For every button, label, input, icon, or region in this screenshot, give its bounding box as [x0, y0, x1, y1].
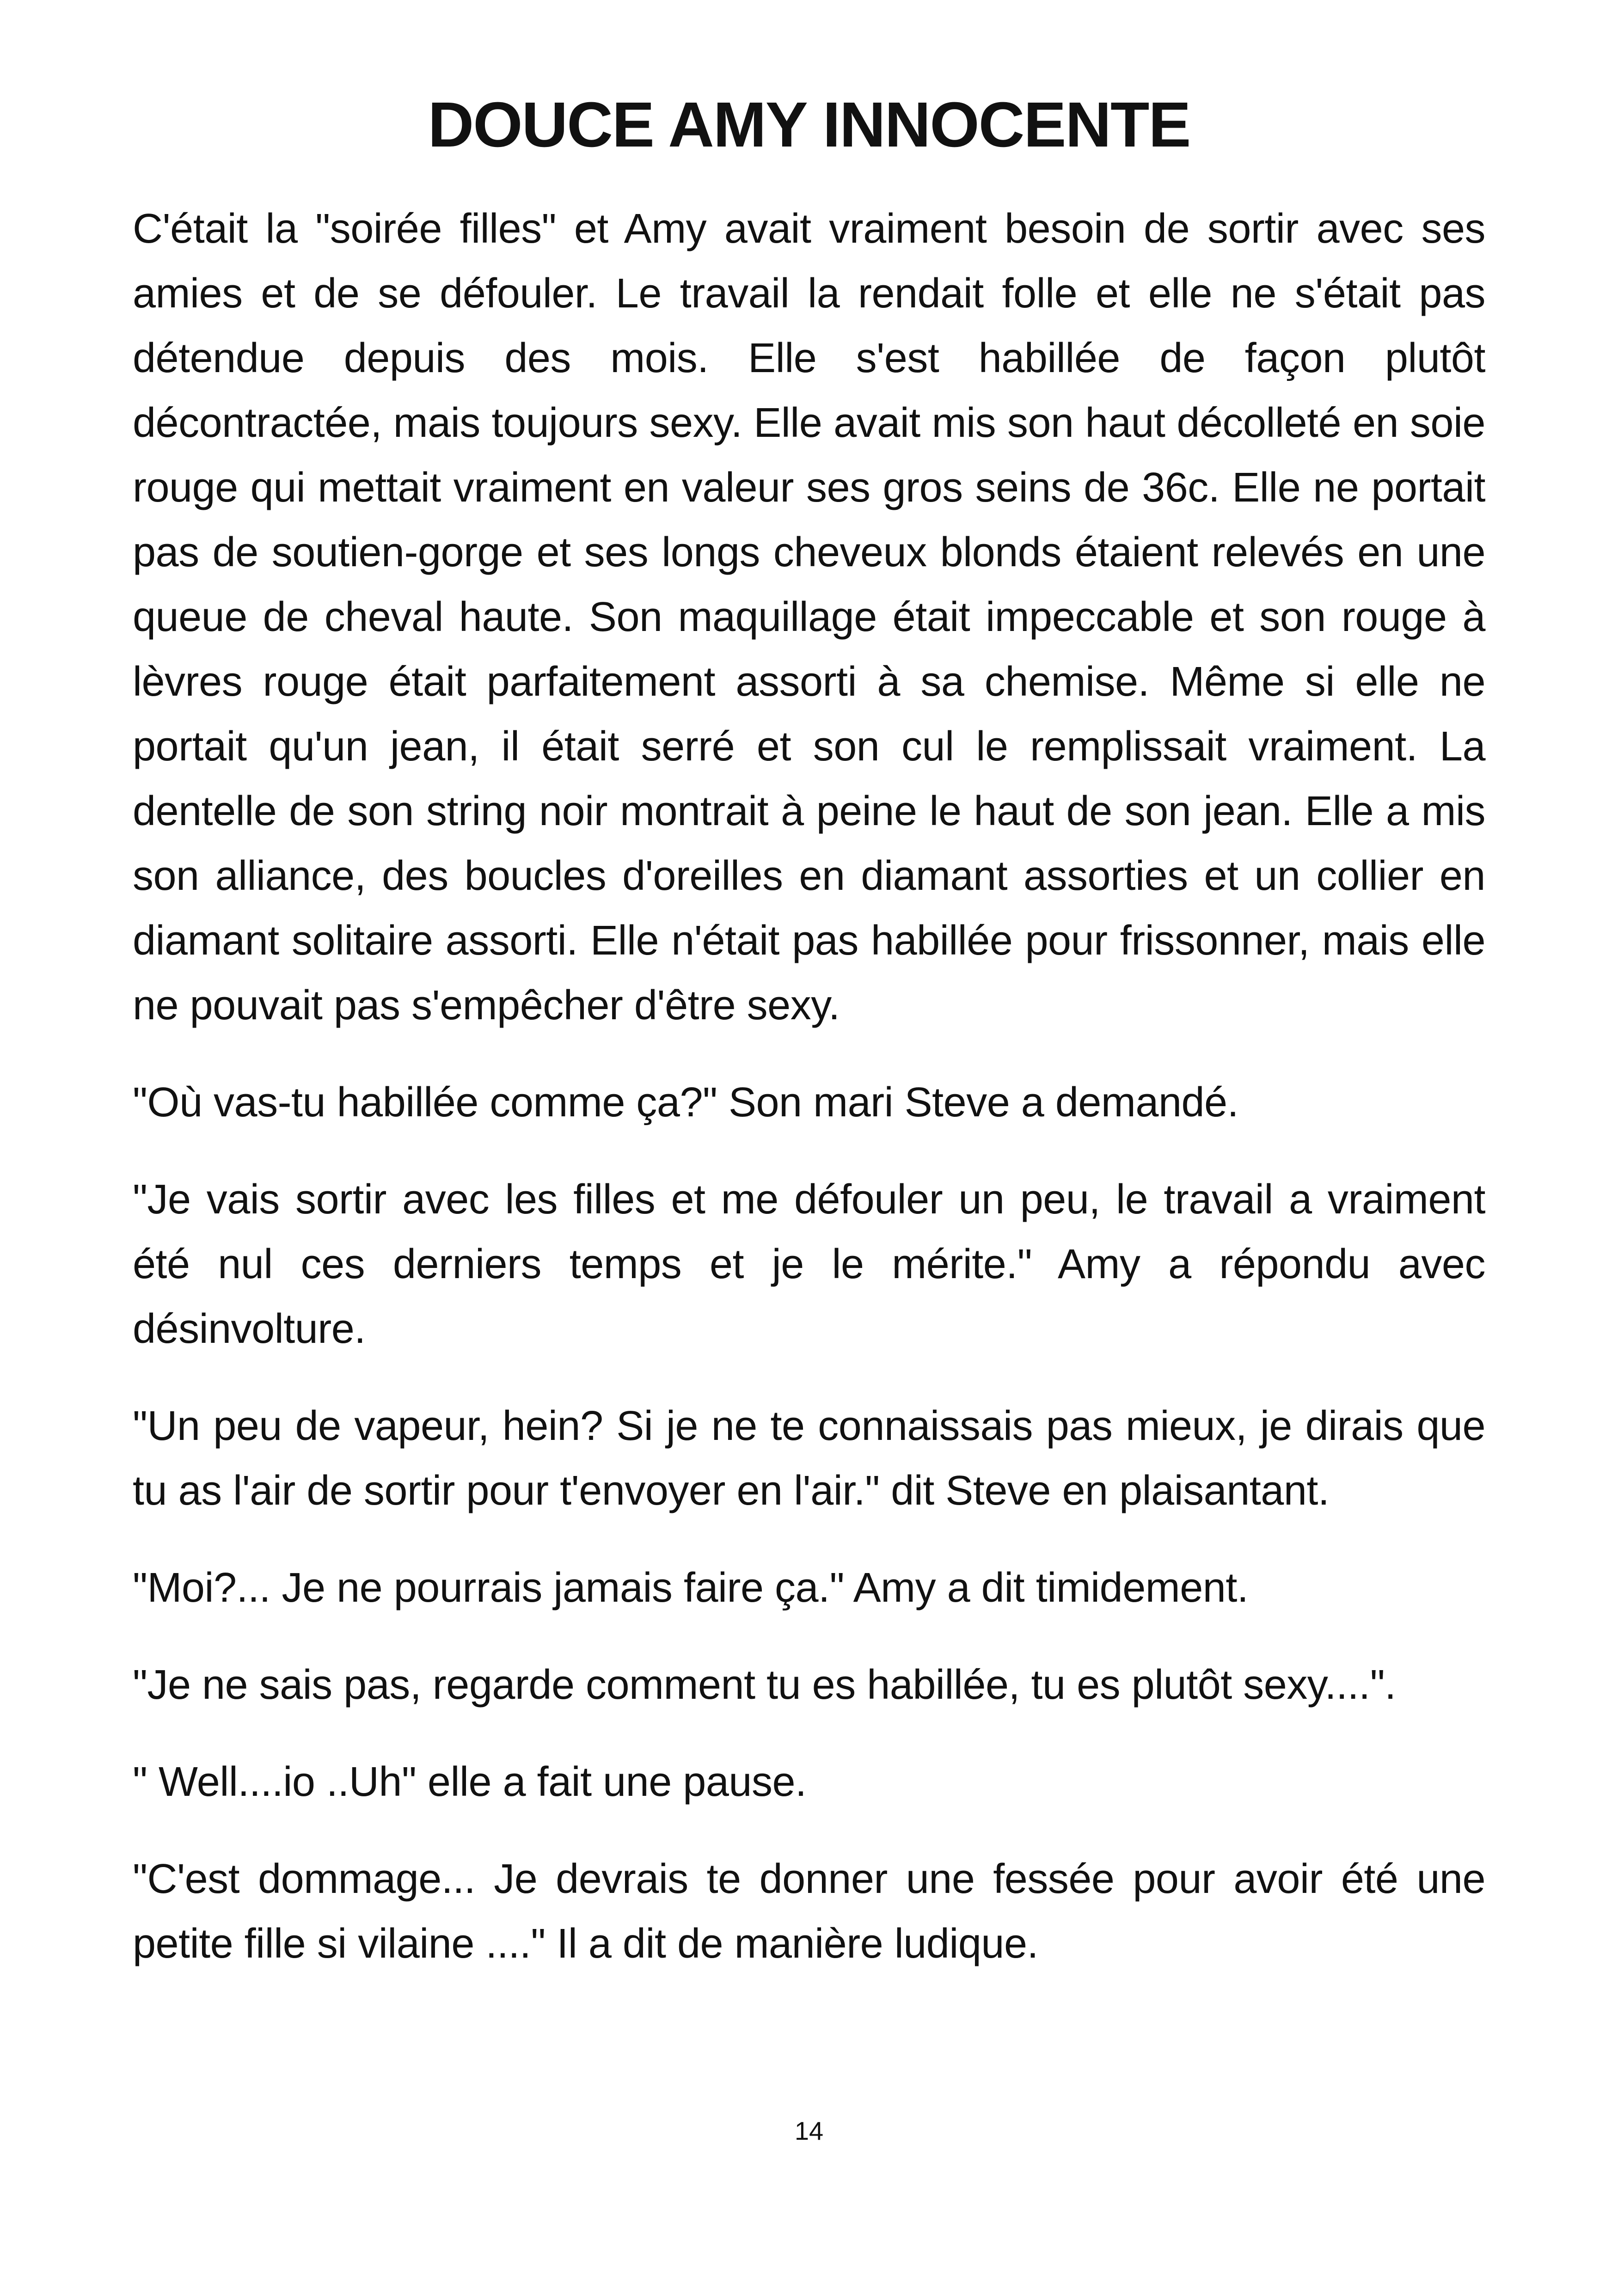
- body-text: [133, 196, 1485, 2008]
- paragraph-8: "C'est dommage... Je devrais te donner une fessée pour avoir été une petite fille si vilaine ...." Il a dit de manière ludique.: [133, 1856, 1485, 1967]
- paragraph-1: C'était la "soirée filles" et Amy avait vraiment besoin de sortir avec ses amies et de se défouler. Le travail la rendait folle et elle ne s'était pas détendue depuis des mois. Elle s'est habillée de façon plutôt décontractée, mais toujours sexy. Elle avait mis son haut décolleté en soie rouge qui mettait vraiment en valeur ses gros seins de 36c. Elle ne portait pas de soutien-gorge et ses longs cheveux blonds étaient relevés en une queue de cheval haute. Son maquillage était impeccable et son rouge à lèvres rouge était parfaitement assorti à sa chemise. Même si elle ne portait qu'un jean, il était serré et son cul le remplissait vraiment. La dentelle de son string noir montrait à peine le haut de son jean. Elle a mis son alliance, des boucles d'oreilles en diamant assorties et un collier en diamant solitaire assorti. Elle n'était pas habillée pour frissonner, mais elle ne pouvait pas s'empêcher d'être sexy.: [133, 206, 1485, 1029]
- paragraph-4: "Un peu de vapeur, hein? Si je ne te connaissais pas mieux, je dirais que tu as l'air de sortir pour t'envoyer en l'air." dit Steve en plaisantant.: [133, 1403, 1485, 1514]
- paragraph-6: "Je ne sais pas, regarde comment tu es habillée, tu es plutôt sexy....".: [133, 1662, 1396, 1708]
- paragraph-5: "Moi?... Je ne pourrais jamais faire ça." Amy a dit timidement.: [133, 1565, 1249, 1611]
- paragraph-7: " Well....io ..Uh" elle a fait une pause.: [133, 1759, 807, 1805]
- page-number: 14: [794, 2116, 824, 2145]
- paragraph-2: "Où vas-tu habillée comme ça?" Son mari Steve a demandé.: [133, 1079, 1239, 1126]
- paragraph-3: "Je vais sortir avec les filles et me défouler un peu, le travail a vraiment été nul ces derniers temps et je le mérite." Amy a répondu avec désinvolture.: [133, 1176, 1485, 1352]
- page-title: DOUCE AMY INNOCENTE: [428, 89, 1190, 160]
